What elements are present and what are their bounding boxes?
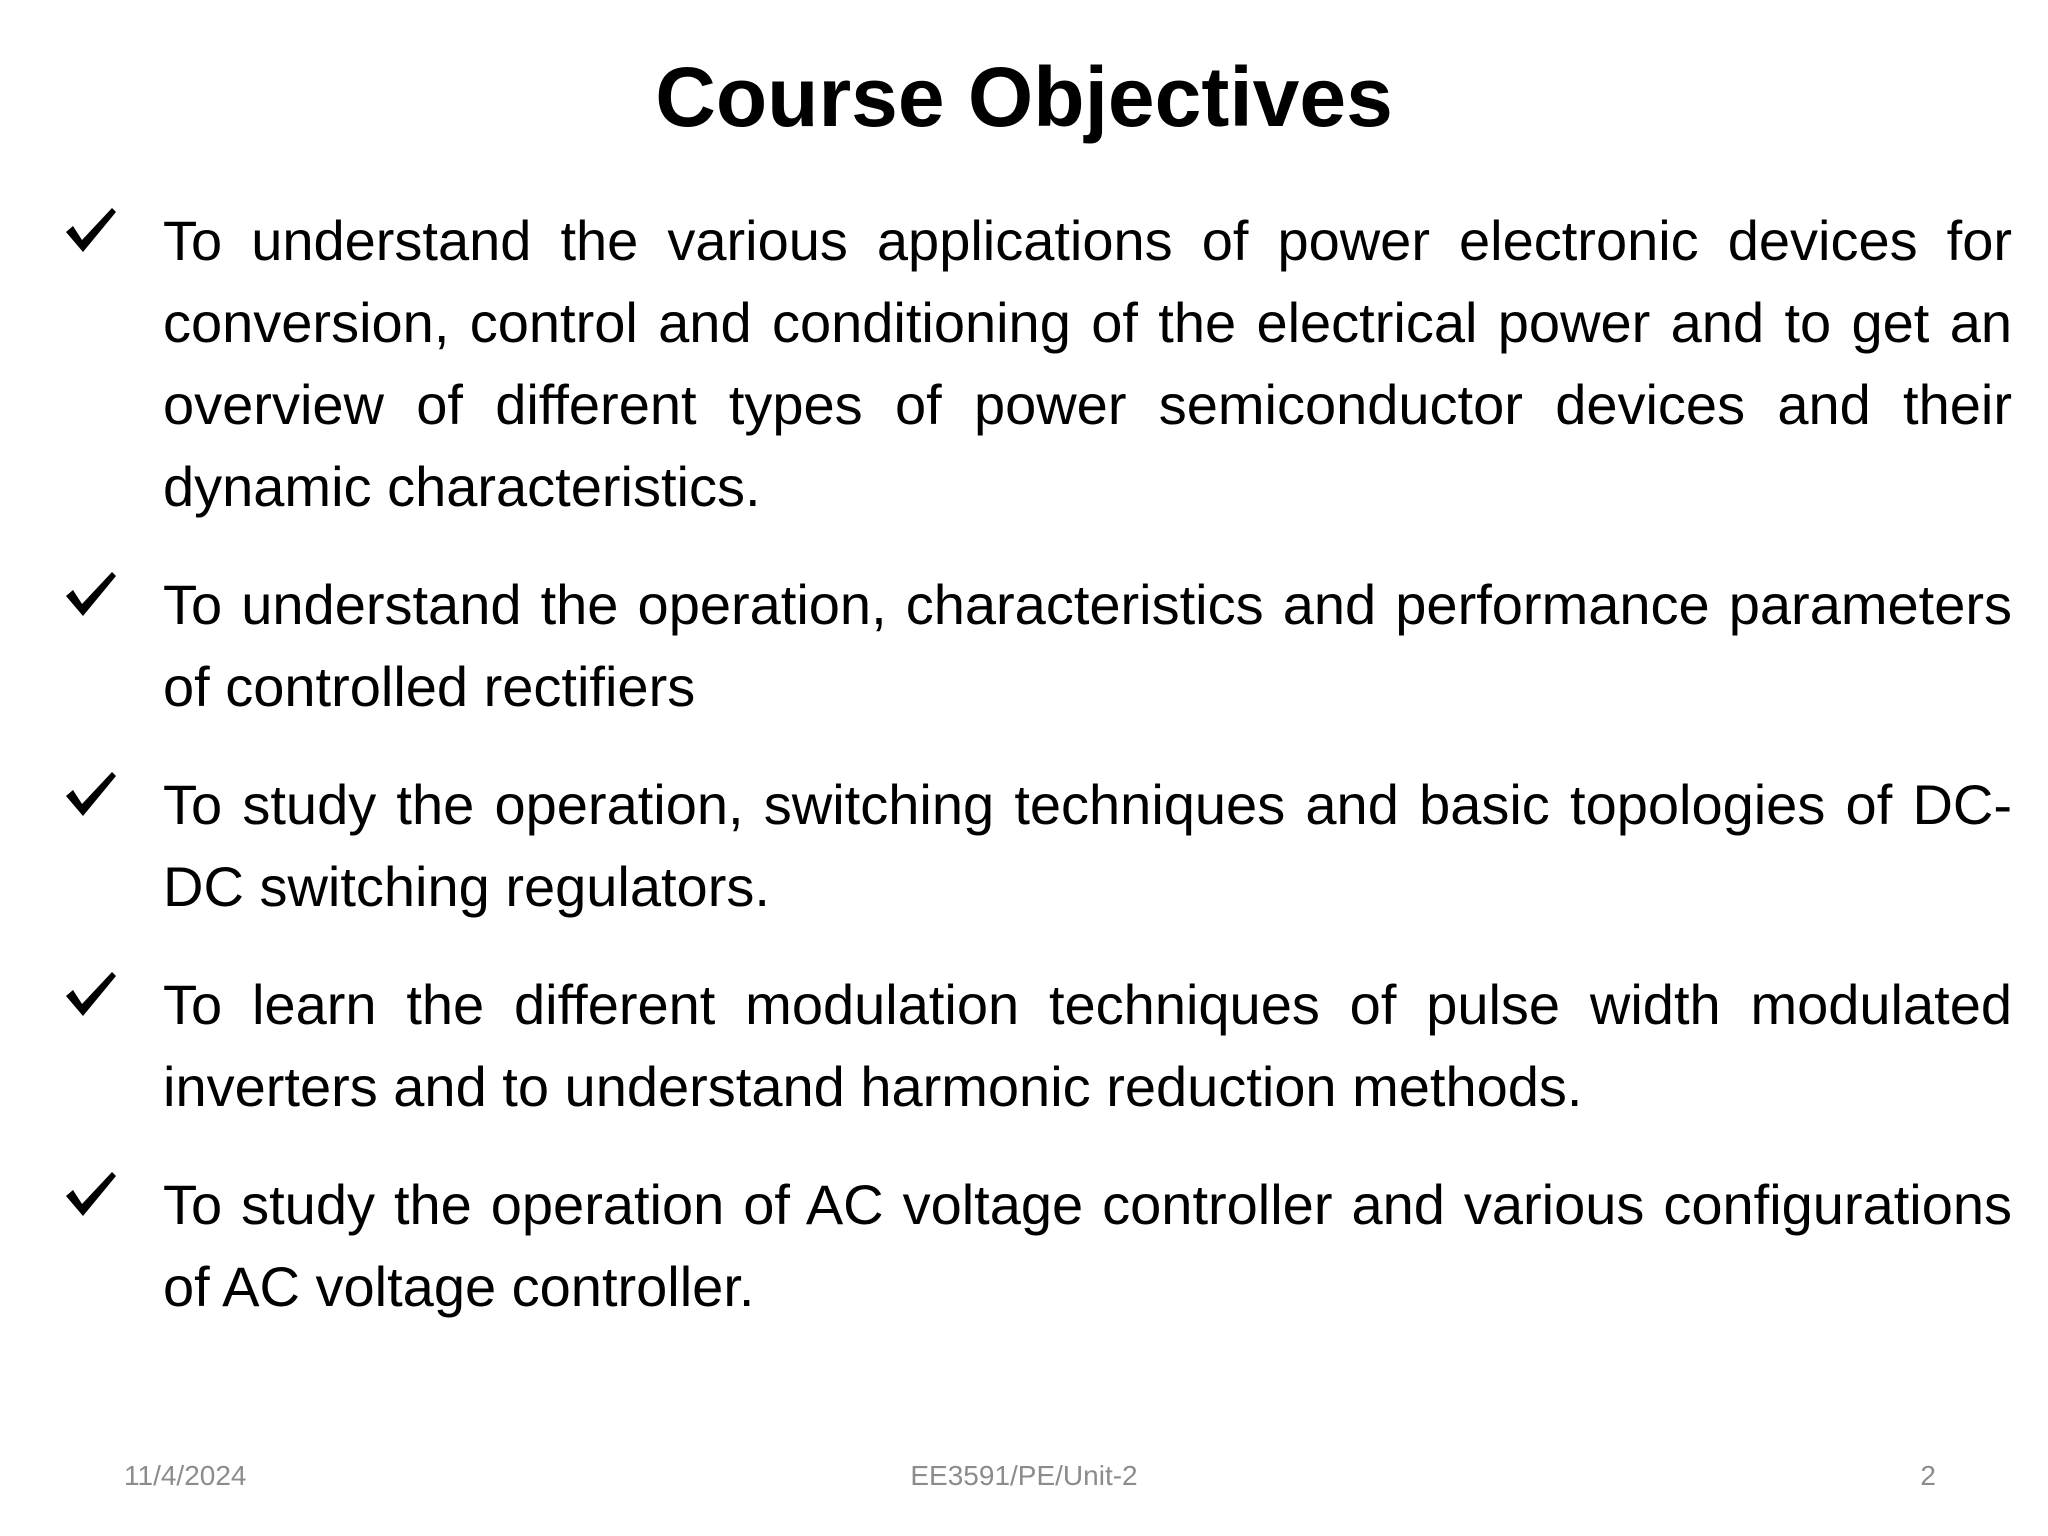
objective-item [60,1164,2012,1328]
check-mark-icon [60,966,120,1026]
check-mark-icon [60,1166,120,1226]
objective-item [60,764,2012,928]
objective-item [60,200,2012,528]
check-mark-icon [60,566,120,626]
objective-item [60,564,2012,728]
objective-text: To study the operation, switching techniques and basic topologies of DC-DC switching regulators. [163,773,2012,918]
check-mark-icon [60,766,120,826]
objective-text: To understand the various applications of power electronic devices for conversion, control and conditioning of the electrical power and to get an overview of different types of power semiconductor devices and their dynamic characteristics. [163,209,2012,518]
slide-title: Course Objectives [655,50,1393,144]
objective-item [60,964,2012,1128]
footer-date: 11/4/2024 [124,1460,247,1491]
footer-page-number: 2 [1920,1460,1936,1491]
objective-text: To understand the operation, characteristics and performance parameters of controlled rectifiers [163,573,2012,718]
check-mark-icon [60,202,120,262]
objective-text: To learn the different modulation techniques of pulse width modulated inverters and to understand harmonic reduction methods. [163,973,2012,1118]
objective-text: To study the operation of AC voltage controller and various configurations of AC voltage controller. [163,1173,2012,1318]
footer-course-code: EE3591/PE/Unit-2 [910,1460,1138,1491]
objectives-list [60,200,2012,1328]
